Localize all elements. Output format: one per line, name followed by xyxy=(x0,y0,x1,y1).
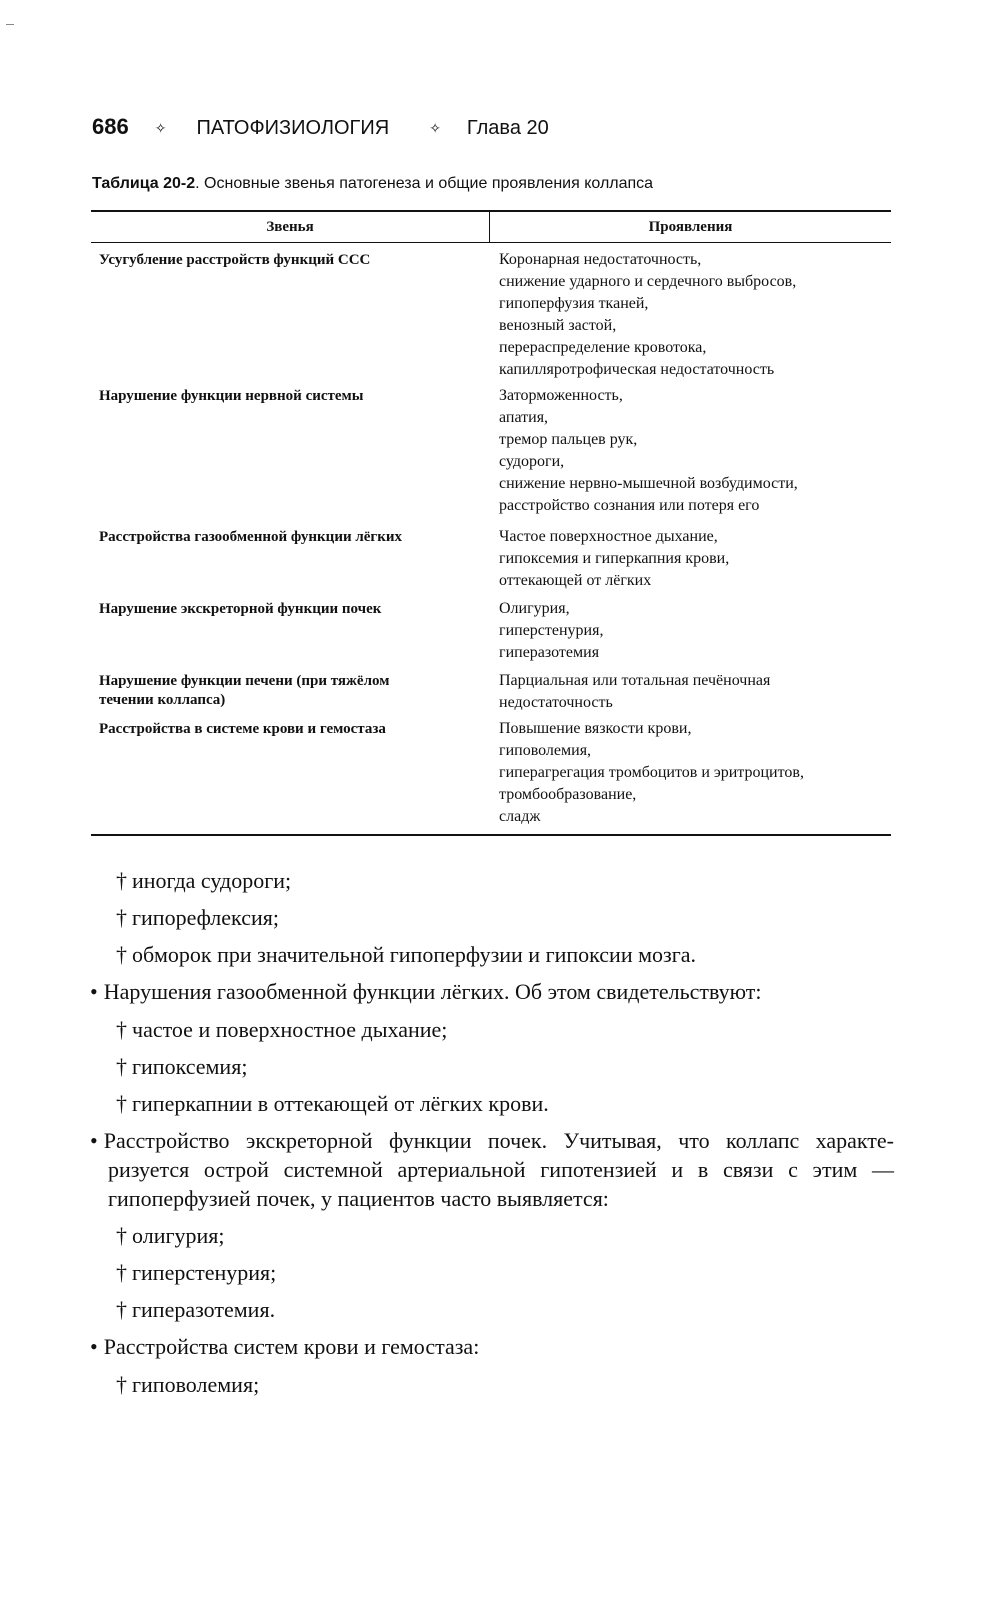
row-manifestation: Коронарная недостаточность, xyxy=(499,251,702,268)
page-edge-mark xyxy=(6,24,14,25)
dagger-icon: † xyxy=(116,905,127,930)
dagger-icon: † xyxy=(116,1054,127,1079)
dagger-icon: † xyxy=(116,942,127,967)
dagger-item: † гиперстенурия; xyxy=(116,1260,277,1285)
dagger-icon: † xyxy=(116,1260,127,1285)
row-manifestation: тромбообразование, xyxy=(499,786,637,803)
dagger-icon: † xyxy=(116,1091,127,1116)
dagger-item: † иногда судороги; xyxy=(116,868,292,893)
dagger-item: † олигурия; xyxy=(116,1223,225,1248)
dagger-item: † гиповолемия; xyxy=(116,1372,260,1397)
running-head xyxy=(92,114,549,140)
row-manifestation: венозный застой, xyxy=(499,317,617,334)
row-manifestation: снижение нервно-мышечной возбудимости, xyxy=(499,475,798,492)
table-row xyxy=(91,526,891,598)
bullet-item: • Нарушения газообменной функции лёгких. Об этом свидетельствуют: xyxy=(90,979,762,1004)
row-manifestation: судороги, xyxy=(499,453,565,470)
bullet-icon: • xyxy=(90,979,98,1004)
pathogenesis-table xyxy=(91,210,891,836)
dagger-icon: † xyxy=(116,1297,127,1322)
row-link: Усугубление расстройств функций ССС xyxy=(99,252,371,268)
dagger-item: † частое и поверхностное дыхание; xyxy=(116,1017,448,1042)
row-link: Расстройства в системе крови и гемостаза xyxy=(99,721,386,737)
table-caption xyxy=(92,175,653,193)
book-title: ПАТОФИЗИОЛОГИЯ xyxy=(196,117,390,139)
bullet-icon: • xyxy=(90,1334,98,1359)
row-manifestation: тремор пальцев рук, xyxy=(499,431,638,448)
bullet-item: • Расстройства систем крови и гемостаза: xyxy=(90,1334,480,1359)
table-row xyxy=(91,243,891,385)
dagger-icon: † xyxy=(116,1223,127,1248)
row-manifestation: Частое поверхностное дыхание, xyxy=(499,528,718,545)
table-row xyxy=(91,598,891,670)
dagger-item: † гипорефлексия; xyxy=(116,905,279,930)
header-manifestations: Проявления xyxy=(648,218,733,235)
row-link: Нарушение экскреторной функции почек xyxy=(99,601,382,617)
row-manifestation: недостаточность xyxy=(499,694,613,711)
row-manifestation: капилляротрофическая недостаточность xyxy=(499,361,775,378)
row-manifestation: расстройство сознания или потеря его xyxy=(499,497,760,514)
table-row xyxy=(91,670,891,718)
row-manifestation: снижение ударного и сердечного выбросов, xyxy=(499,273,797,290)
header-links: Звенья xyxy=(91,212,490,242)
table-caption-label: Таблица 20-2 xyxy=(92,175,196,192)
row-manifestation: Парциальная или тотальная печёночная xyxy=(499,672,771,689)
diamond-icon: ✧ xyxy=(154,120,167,136)
table-caption-text: . Основные звенья патогенеза и общие проявления коллапса xyxy=(195,175,654,192)
page-number: 686 xyxy=(92,114,129,139)
bullet-item: • Расстройство экскреторной функции почек. Учитывая, что коллапс характе- ризуется острой системной артериальной гипотензией и в связи с этим — гипоперфузией почек, у пациентов часто выявляется: xyxy=(90,1128,894,1211)
bullet-icon: • xyxy=(90,1128,98,1153)
chapter-label: Глава 20 xyxy=(466,117,549,139)
row-manifestation: сладж xyxy=(499,808,541,825)
row-manifestation: Заторможенность, xyxy=(499,387,623,404)
row-link: Нарушение функции печени (при тяжёлом xyxy=(99,673,390,689)
dagger-item: † гипоксемия; xyxy=(116,1054,248,1079)
row-manifestation: перераспределение кровотока, xyxy=(499,339,707,356)
row-manifestation: гипоперфузия тканей, xyxy=(499,295,649,312)
dagger-icon: † xyxy=(116,1372,127,1397)
row-manifestation: апатия, xyxy=(499,409,549,426)
body-text xyxy=(90,866,894,1407)
table-header-row xyxy=(91,212,891,243)
row-manifestation: Олигурия, xyxy=(499,600,570,617)
dagger-item: † гиперкапнии в оттекающей от лёгких крови. xyxy=(116,1091,549,1116)
table-row xyxy=(91,385,891,526)
row-manifestation: гиперазотемия xyxy=(499,644,600,661)
dagger-item: † обморок при значительной гипоперфузии и гипоксии мозга. xyxy=(116,942,697,967)
row-manifestation: гиповолемия, xyxy=(499,742,592,759)
dagger-item: † гиперазотемия. xyxy=(116,1297,276,1322)
dagger-icon: † xyxy=(116,868,127,893)
table-row xyxy=(91,718,891,834)
row-link: Расстройства газообменной функции лёгких xyxy=(99,529,403,545)
row-manifestation: Повышение вязкости крови, xyxy=(499,720,692,737)
row-manifestation: гиперагрегация тромбоцитов и эритроцитов, xyxy=(499,764,804,781)
diamond-icon: ✧ xyxy=(429,120,441,136)
row-link: течении коллапса) xyxy=(99,692,226,708)
row-manifestation: гипоксемия и гиперкапния крови, xyxy=(499,550,730,567)
row-manifestation: оттекающей от лёгких xyxy=(499,572,652,589)
dagger-icon: † xyxy=(116,1017,127,1042)
row-link: Нарушение функции нервной системы xyxy=(99,388,364,404)
row-manifestation: гиперстенурия, xyxy=(499,622,604,639)
